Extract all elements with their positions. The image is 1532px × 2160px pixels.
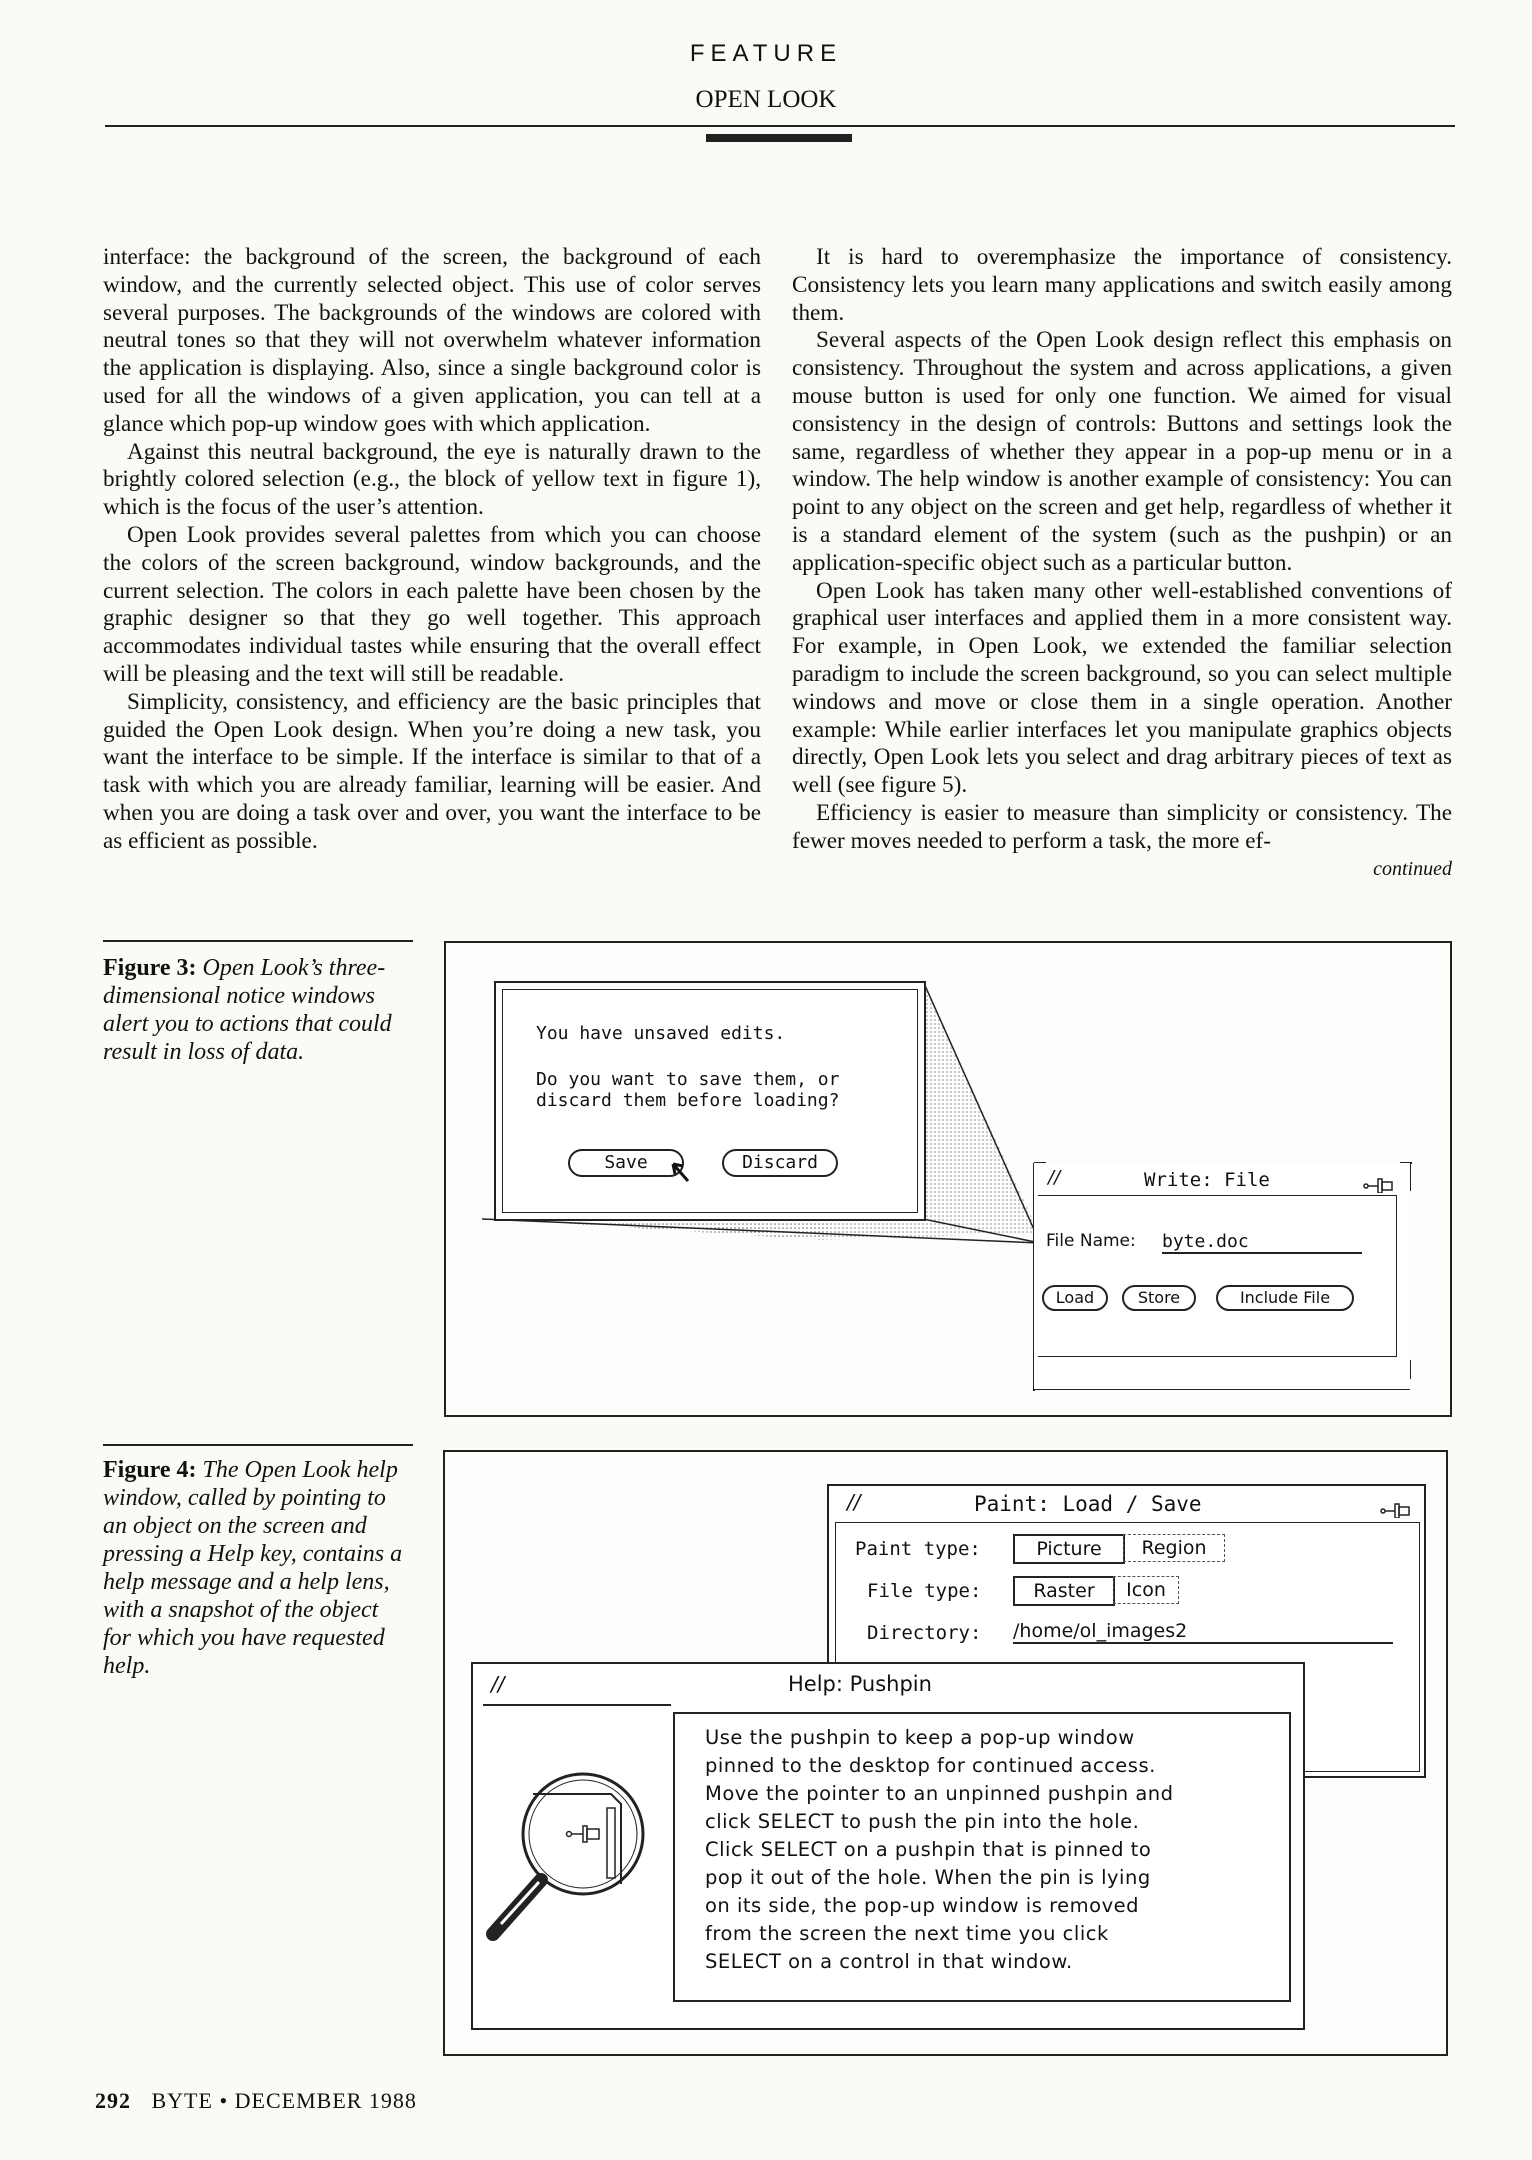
help-line: Use the pushpin to keep a pop-up window (705, 1726, 1135, 1749)
figure4-caption-text: The Open Look help window, called by pointing to an object on the screen and pressing a Help key, contains a help message and a help lens, with a snapshot of the object for which you have requested help. (103, 1457, 403, 1679)
help-line: SELECT on a control in that window. (705, 1950, 1073, 1973)
section-title: OPEN LOOK (695, 86, 837, 113)
window-menu-icon: // (1048, 1167, 1061, 1188)
header-rule (105, 125, 1455, 127)
write-file-window (1032, 1161, 1412, 1391)
help-window (471, 1662, 1305, 2030)
pointer-arrow-icon (670, 1161, 692, 1187)
notice-line: You have unsaved edits. (536, 1023, 786, 1044)
notice-text (536, 1023, 839, 1111)
load-button[interactable]: Load (1042, 1285, 1108, 1311)
pushpin-icon[interactable] (1362, 1173, 1402, 1193)
paragraph: Simplicity, consistency, and efficiency are the basic principles that guided the Open Look design. When you’re doing a new task, you want the interface to be simple. If the interface is similar to that of a task with which you are already familiar, learning will be easier. And when you are doing a task over and over, you want the interface to be as efficient as possible. (103, 688, 761, 854)
continued-note: continued (1373, 857, 1452, 880)
store-button[interactable]: Store (1122, 1285, 1196, 1311)
notice-window (494, 981, 926, 1221)
help-window-title: Help: Pushpin (788, 1672, 932, 1696)
directory-input[interactable]: /home/ol_images2 (1013, 1620, 1393, 1644)
file-type-raster[interactable]: Raster (1013, 1576, 1115, 1606)
file-name-label: File Name: (1046, 1231, 1136, 1251)
help-line: pop it out of the hole. When the pin is lying (705, 1866, 1151, 1889)
help-line: on its side, the pop-up window is removed (705, 1894, 1139, 1917)
paint-type-label: Paint type: (855, 1538, 981, 1560)
page-footer (95, 2088, 417, 2114)
window-menu-icon: // (491, 1672, 505, 1696)
window-menu-icon: // (847, 1490, 861, 1514)
paint-window-title: Paint: Load / Save (974, 1492, 1202, 1516)
paragraph: It is hard to overemphasize the importance of consistency. Consistency lets you learn many applications and switch easily among them. (792, 244, 1452, 326)
page-number: 292 (95, 2088, 131, 2113)
notice-line: discard them before loading? (536, 1090, 840, 1111)
paragraph: Open Look provides several palettes from which you can choose the colors of the screen background, window backgrounds, and the current selection. The colors in each palette have been chosen by the graphic designer so that they go well together. This approach accommodates individual tastes while ensuring that the overall effect will be pleasing and the text will still be readable. (103, 521, 761, 687)
figure4-box (443, 1450, 1448, 2056)
paragraph: Several aspects of the Open Look design reflect this emphasis on consistency. Throughout the system and across applications, a given mouse button is used for only one function. We aimed for visual consistency in the design of controls: Buttons and settings look the same, regardless of whether they appear in a pop-up menu or in a window. The help window is another example of consistency: You can point to any object on the screen and get help, regardless of whether it is a standard element of the system (such as the pushpin) or an application-specific object such as a particular button. (792, 327, 1452, 576)
figure3-caption-rule (103, 940, 413, 942)
paragraph: Efficiency is easier to measure than simplicity or consistency. The fewer moves needed to perform a task, the more ef- (792, 799, 1452, 854)
directory-label: Directory: (867, 1622, 982, 1644)
write-file-title: Write: File (1144, 1169, 1270, 1191)
file-type-icon[interactable]: Icon (1113, 1576, 1179, 1604)
help-line: pinned to the desktop for continued access. (705, 1754, 1156, 1777)
left-column (103, 244, 761, 856)
file-name-input[interactable]: byte.doc (1162, 1231, 1362, 1254)
magazine-issue: BYTE • DECEMBER 1988 (151, 2088, 417, 2113)
figure3-box (444, 941, 1452, 1417)
discard-button[interactable]: Discard (722, 1149, 838, 1177)
header-rule-bar (706, 134, 852, 142)
help-message (673, 1712, 1291, 2002)
paint-type-picture[interactable]: Picture (1013, 1534, 1125, 1564)
figure3-caption-text: Open Look’s three-dimensional notice windows alert you to actions that could result in loss of data. (103, 955, 392, 1065)
paragraph: interface: the background of the screen, the background of each window, and the currently selected object. This use of color serves several purposes. The backgrounds of the windows are colored with neutral tones so that they will not overwhelm whatever information the application is displaying. Also, since a single background color is used for all the windows of a given application, you can tell at a glance which pop-up window goes with which application. (103, 244, 761, 437)
help-line: from the screen the next time you click (705, 1922, 1109, 1945)
figure4-caption (103, 1456, 403, 1680)
help-line: click SELECT to push the pin into the hole. (705, 1810, 1140, 1833)
paint-type-region[interactable]: Region (1123, 1534, 1225, 1562)
figure3-label: Figure 3: (103, 955, 197, 981)
feature-kicker: FEATURE (689, 40, 843, 67)
save-button[interactable]: Save (568, 1149, 684, 1177)
paragraph: Open Look has taken many other well-established conventions of graphical user interfaces and applied them in a more consistent way. For example, in Open Look, we extended the familiar selection paradigm to include the screen background, so you can select multiple windows and move or close them in a single operation. Another example: While earlier interfaces let you manipulate graphics objects directly, Open Look lets you select and drag arbitrary pieces of text as well (see figure 5). (792, 577, 1452, 799)
help-line: Click SELECT on a pushpin that is pinned to (705, 1838, 1152, 1861)
figure4-caption-rule (103, 1444, 413, 1446)
help-lens-magnifier-icon (473, 1734, 673, 1964)
pushpin-icon[interactable] (1379, 1498, 1419, 1518)
notice-line: Do you want to save them, or (536, 1069, 840, 1090)
include-file-button[interactable]: Include File (1216, 1285, 1354, 1311)
figure4-label: Figure 4: (103, 1457, 197, 1483)
paragraph: Against this neutral background, the eye is naturally drawn to the brightly colored selection (e.g., the block of yellow text in figure 1), which is the focus of the user’s attention. (103, 438, 761, 521)
help-line: Move the pointer to an unpinned pushpin and (705, 1782, 1174, 1805)
file-type-label: File type: (867, 1580, 982, 1602)
right-column (792, 244, 1452, 883)
figure3-caption (103, 954, 403, 1066)
